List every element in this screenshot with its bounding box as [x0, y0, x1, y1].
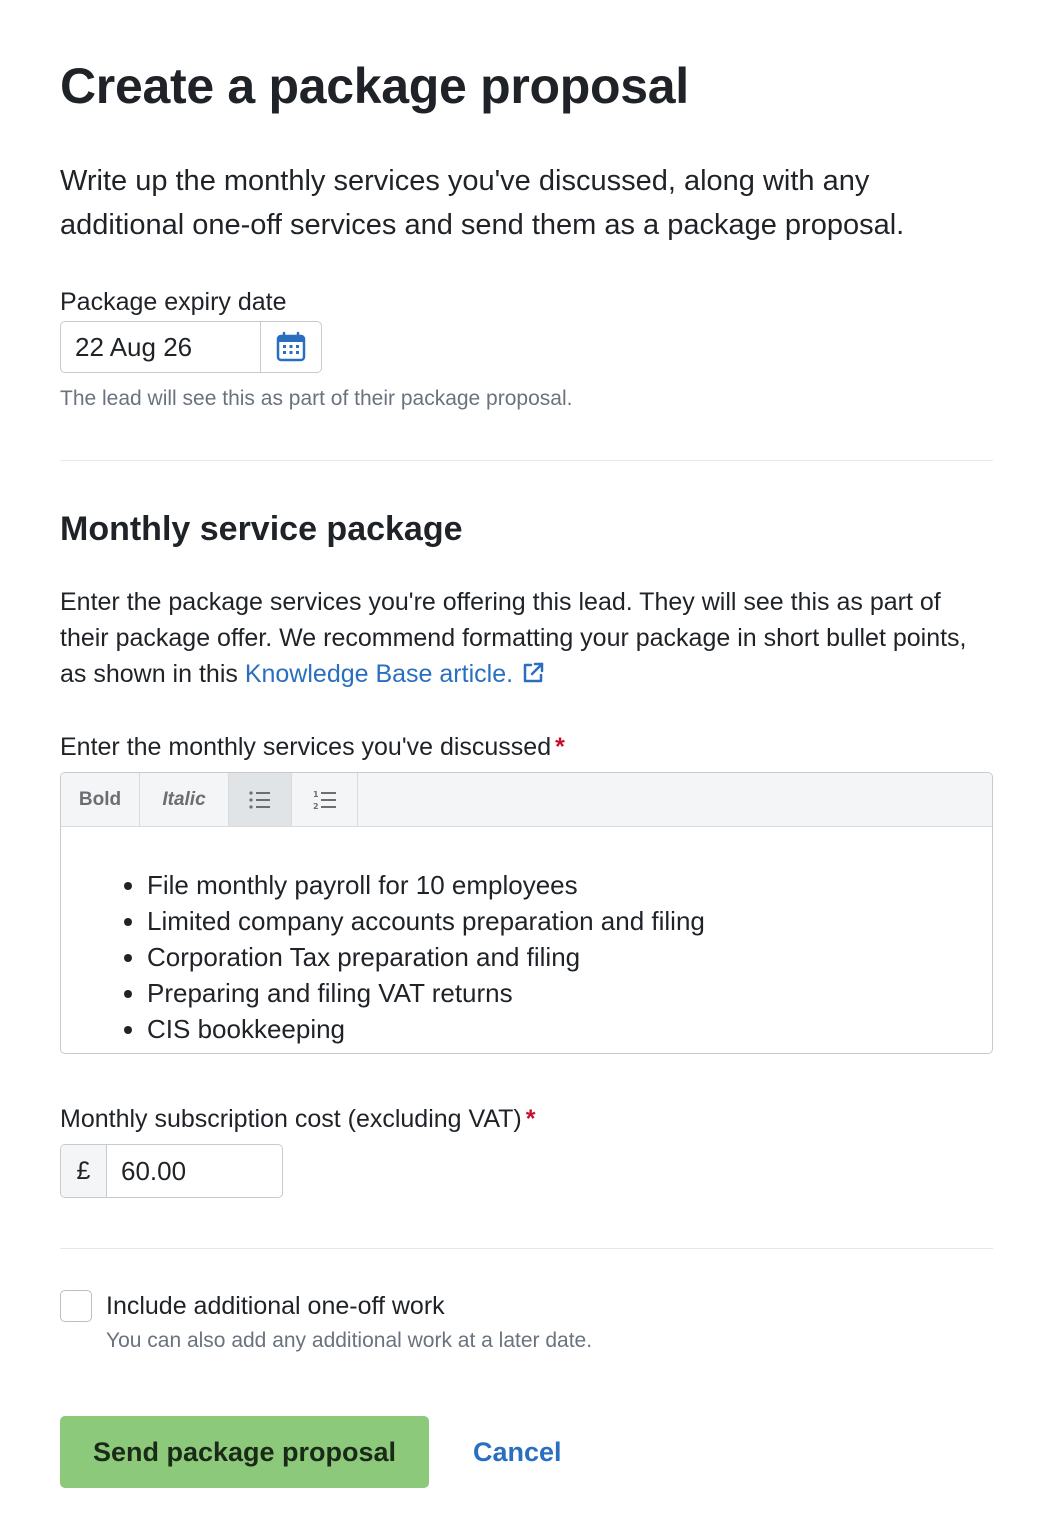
bold-button[interactable]: Bold [61, 773, 140, 826]
expiry-date-label: Package expiry date [60, 288, 287, 316]
service-item: • Limited company accounts preparation and filing [147, 903, 992, 939]
knowledge-base-link[interactable] [245, 660, 545, 688]
cost-label [60, 1104, 993, 1134]
expiry-help-text: The lead will see this as part of their package proposal. [60, 387, 573, 410]
knowledge-base-link-text[interactable]: Knowledge Base article. [244, 660, 514, 688]
external-link-icon[interactable] [521, 661, 545, 685]
one-off-work-option [60, 1290, 993, 1354]
section-divider [60, 460, 993, 461]
service-item: • Corporation Tax preparation and filing [147, 939, 992, 975]
cost-label-text: Monthly subscription cost (excluding VAT) [60, 1105, 522, 1133]
editor-content[interactable] [61, 827, 992, 1047]
one-off-work-text [106, 1290, 592, 1354]
form-actions [60, 1416, 993, 1488]
send-proposal-button[interactable]: Send package proposal [60, 1416, 429, 1488]
monthly-cost-value[interactable]: 60.00 [121, 1156, 187, 1186]
services-label-text: Enter the monthly services you've discussed [60, 733, 552, 761]
calendar-button[interactable] [261, 322, 321, 372]
italic-button[interactable]: Italic [140, 773, 229, 826]
one-off-work-label[interactable]: Include additional one-off work [106, 1292, 445, 1320]
services-list [61, 867, 992, 1047]
monthly-description [60, 584, 993, 692]
bullet-list-button[interactable] [229, 773, 292, 826]
services-rich-text-editor[interactable] [60, 772, 993, 1054]
cancel-button[interactable]: Cancel [473, 1436, 562, 1467]
expiry-date-input[interactable] [60, 321, 322, 373]
service-item: • CIS bookkeeping [147, 1011, 992, 1047]
service-item: • Preparing and filing VAT returns [147, 975, 992, 1011]
monthly-cost-input[interactable] [60, 1144, 283, 1198]
services-label [60, 732, 993, 762]
one-off-work-checkbox[interactable] [60, 1290, 92, 1322]
required-marker: * [555, 733, 565, 761]
page-title: Create a package proposal [60, 58, 689, 114]
monthly-section-heading: Monthly service package [60, 510, 463, 548]
monthly-description-text: Enter the package services you're offering this lead. They will see this as part of their package offer. We recommend formatting your package in short bullet points, as shown in this [60, 588, 967, 688]
bullet-list-icon [248, 790, 272, 810]
svg-text:2: 2 [312, 801, 319, 811]
one-off-work-help: You can also add any additional work at a later date. [106, 1329, 593, 1352]
service-item: • File monthly payroll for 10 employees [147, 867, 992, 903]
numbered-list-button[interactable] [292, 773, 358, 826]
intro-text: Write up the monthly services you've discussed, along with any additional one-off services and send them as a package proposal. [60, 165, 905, 241]
expiry-date-value[interactable]: 22 Aug 26 [61, 322, 261, 372]
section-divider [60, 1248, 993, 1249]
svg-text:1: 1 [312, 789, 319, 799]
numbered-list-icon [312, 789, 338, 811]
calendar-icon [275, 331, 307, 363]
required-marker: * [525, 1105, 536, 1133]
editor-toolbar [61, 773, 992, 827]
currency-symbol: £ [61, 1145, 107, 1197]
